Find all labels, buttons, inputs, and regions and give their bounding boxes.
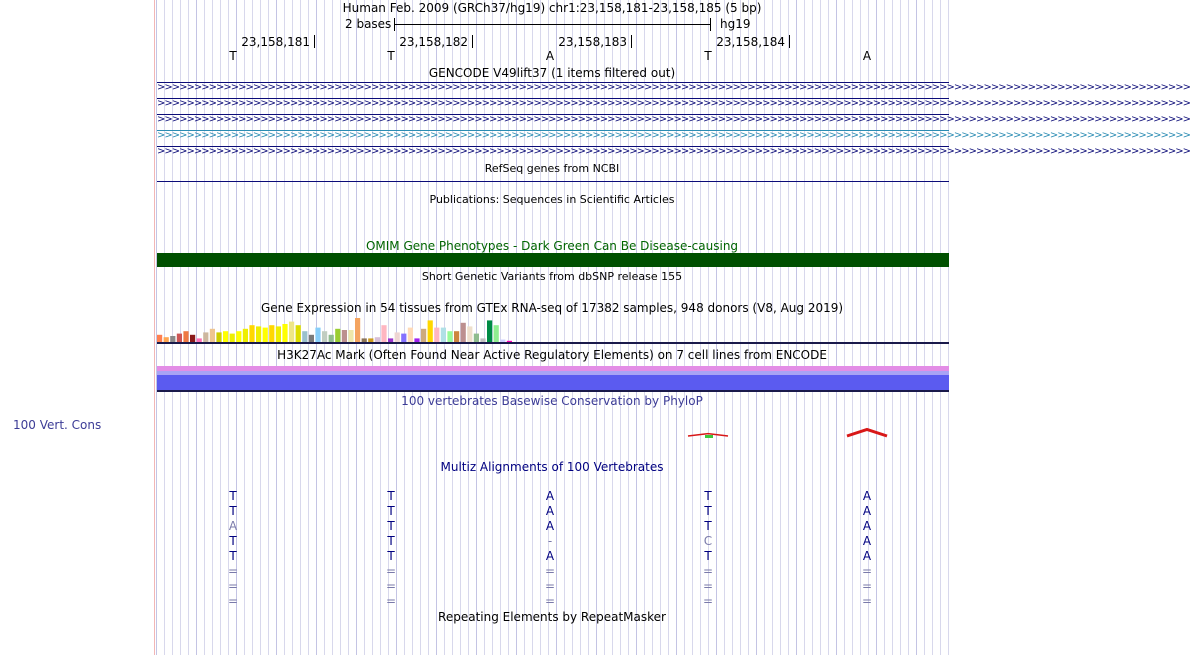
alignment-base: = bbox=[544, 594, 556, 608]
gtex-tissue-bar[interactable] bbox=[362, 338, 367, 342]
phylop-plot[interactable] bbox=[157, 400, 949, 460]
ruler-tick bbox=[789, 35, 790, 48]
gtex-tissue-bar[interactable] bbox=[454, 331, 459, 342]
gencode-transcript[interactable]: >>>>>>>>>>>>>>>>>>>>>>>>>>>>>>>>>>>>>>>>>>>>>>>>>>>>>>>>>>>>>>>>>>>>>>>>>>>>>>>>>>>>>>>>>>>>>>>>>>>>>>>>>>>>>>>>>>>>>>>>>>>>>>>>>>>>>>>>>>>> bbox=[157, 130, 1190, 141]
alignment-base: A bbox=[545, 519, 555, 533]
alignment-base: T bbox=[387, 489, 395, 503]
gtex-tissue-bar[interactable] bbox=[461, 323, 466, 342]
h3k27ac-track-title: H3K27Ac Mark (Often Found Near Active Regulatory Elements) on 7 cell lines from ENCODE bbox=[277, 348, 827, 362]
gtex-tissue-bar[interactable] bbox=[414, 338, 419, 342]
publications-track-title: Publications: Sequences in Scientific Articles bbox=[429, 193, 675, 206]
gtex-tissue-bar[interactable] bbox=[487, 320, 492, 342]
gtex-baseline bbox=[157, 342, 949, 344]
gtex-tissue-bar[interactable] bbox=[322, 331, 327, 342]
alignment-base: = bbox=[861, 564, 873, 578]
reference-base: T bbox=[704, 49, 712, 63]
alignment-base: A bbox=[545, 489, 555, 503]
alignment-base: A bbox=[545, 504, 555, 518]
gtex-tissue-bar[interactable] bbox=[190, 335, 195, 342]
alignment-base: T bbox=[704, 549, 712, 563]
gtex-tissue-bar[interactable] bbox=[157, 335, 162, 342]
gtex-tissue-bar[interactable] bbox=[474, 334, 479, 342]
gtex-tissue-bar[interactable] bbox=[309, 335, 314, 342]
gtex-tissue-bar[interactable] bbox=[269, 325, 274, 342]
gtex-tissue-bar[interactable] bbox=[428, 320, 433, 342]
refseq-gene-line[interactable] bbox=[157, 181, 949, 182]
gtex-tissue-bar[interactable] bbox=[177, 334, 182, 342]
alignment-base: T bbox=[387, 534, 395, 548]
gtex-tissue-bar[interactable] bbox=[249, 325, 254, 342]
gencode-transcript[interactable]: >>>>>>>>>>>>>>>>>>>>>>>>>>>>>>>>>>>>>>>>>>>>>>>>>>>>>>>>>>>>>>>>>>>>>>>>>>>>>>>>>>>>>>>>>>>>>>>>>>>>>>>>>>>>>>>>>>>>>>>>>>>>>>>>>>>>>>>>>>>> bbox=[157, 114, 1190, 125]
gtex-tissue-bar[interactable] bbox=[480, 338, 485, 342]
gtex-tissue-bar[interactable] bbox=[276, 326, 281, 342]
gtex-tissue-bar[interactable] bbox=[263, 328, 268, 342]
alignment-base: = bbox=[861, 594, 873, 608]
gtex-tissue-bar[interactable] bbox=[494, 325, 499, 342]
alignment-base: A bbox=[862, 519, 872, 533]
gencode-transcript[interactable]: >>>>>>>>>>>>>>>>>>>>>>>>>>>>>>>>>>>>>>>>>>>>>>>>>>>>>>>>>>>>>>>>>>>>>>>>>>>>>>>>>>>>>>>>>>>>>>>>>>>>>>>>>>>>>>>>>>>>>>>>>>>>>>>>>>>>>>>>>>>> bbox=[157, 98, 1190, 109]
alignment-base: A bbox=[862, 489, 872, 503]
alignment-base: T bbox=[704, 504, 712, 518]
multiz-track-title: Multiz Alignments of 100 Vertebrates bbox=[440, 460, 664, 474]
gtex-tissue-bar[interactable] bbox=[447, 331, 452, 342]
alignment-base: A bbox=[545, 549, 555, 563]
gtex-tissue-bar[interactable] bbox=[355, 318, 360, 342]
alignment-base: A bbox=[862, 504, 872, 518]
ruler-tick bbox=[472, 35, 473, 48]
alignment-base: T bbox=[387, 519, 395, 533]
alignment-base: = bbox=[544, 579, 556, 593]
gtex-tissue-bar[interactable] bbox=[421, 329, 426, 342]
gtex-tissue-bar[interactable] bbox=[256, 326, 261, 342]
gtex-tissue-bar[interactable] bbox=[315, 328, 320, 342]
gtex-bar-chart[interactable] bbox=[157, 316, 949, 344]
reference-base: A bbox=[545, 49, 555, 63]
alignment-base: = bbox=[385, 564, 397, 578]
alignment-base: T bbox=[704, 519, 712, 533]
alignment-base: A bbox=[228, 519, 238, 533]
phylop-label[interactable]: 100 Vert. Cons bbox=[13, 418, 102, 432]
gencode-transcript[interactable]: >>>>>>>>>>>>>>>>>>>>>>>>>>>>>>>>>>>>>>>>>>>>>>>>>>>>>>>>>>>>>>>>>>>>>>>>>>>>>>>>>>>>>>>>>>>>>>>>>>>>>>>>>>>>>>>>>>>>>>>>>>>>>>>>>>>>>>>>>>>> bbox=[157, 146, 1190, 157]
gtex-tissue-bar[interactable] bbox=[203, 332, 208, 342]
window-position-value: Human Feb. 2009 (GRCh37/hg19) chr1:23,158,181-23,158,185 (5 bp) bbox=[342, 1, 762, 15]
repeatmasker-track-title: Repeating Elements by RepeatMasker bbox=[438, 610, 666, 624]
reference-base: T bbox=[387, 49, 395, 63]
alignment-base: T bbox=[387, 504, 395, 518]
gencode-track-title: GENCODE V49lift37 (1 items filtered out) bbox=[428, 66, 676, 80]
alignment-base: T bbox=[387, 549, 395, 563]
gtex-tissue-bar[interactable] bbox=[236, 331, 241, 342]
gtex-tissue-bar[interactable] bbox=[289, 322, 294, 342]
ruler-position: 23,158,184 bbox=[716, 35, 785, 49]
gtex-tissue-bar[interactable] bbox=[342, 330, 347, 342]
gtex-tissue-bar[interactable] bbox=[230, 334, 235, 342]
gtex-tissue-bar[interactable] bbox=[183, 331, 188, 342]
alignment-base: A bbox=[862, 549, 872, 563]
gtex-tissue-bar[interactable] bbox=[302, 331, 307, 342]
alignment-base: = bbox=[385, 594, 397, 608]
gtex-tissue-bar[interactable] bbox=[395, 332, 400, 342]
gtex-tissue-bar[interactable] bbox=[388, 338, 393, 342]
alignment-base: = bbox=[861, 579, 873, 593]
alignment-base: = bbox=[227, 594, 239, 608]
alignment-base: = bbox=[702, 594, 714, 608]
alignment-base: = bbox=[227, 564, 239, 578]
ruler-position: 23,158,183 bbox=[558, 35, 627, 49]
refseq-track-title: RefSeq genes from NCBI bbox=[484, 162, 620, 175]
gtex-tissue-bar[interactable] bbox=[296, 325, 301, 342]
omim-gene-block[interactable] bbox=[157, 253, 949, 267]
phylop-score-mark[interactable] bbox=[847, 429, 887, 436]
track-label-sidebar bbox=[0, 0, 155, 655]
scale-bar-tick bbox=[710, 18, 711, 31]
alignment-base: A bbox=[862, 534, 872, 548]
alignment-base: T bbox=[229, 534, 237, 548]
gtex-tissue-bar[interactable] bbox=[223, 331, 228, 342]
gtex-tissue-bar[interactable] bbox=[243, 329, 248, 342]
gtex-tissue-bar[interactable] bbox=[197, 338, 202, 342]
gtex-tissue-bar[interactable] bbox=[164, 337, 169, 342]
alignment-base: T bbox=[229, 549, 237, 563]
gtex-tissue-bar[interactable] bbox=[401, 334, 406, 342]
gtex-tissue-bar[interactable] bbox=[368, 338, 373, 342]
scale-bar bbox=[394, 24, 711, 25]
gtex-tissue-bar[interactable] bbox=[507, 341, 512, 342]
reference-base: A bbox=[862, 49, 872, 63]
scale-text: 2 bases bbox=[345, 17, 392, 31]
alignment-base: C bbox=[703, 534, 713, 548]
gtex-tissue-bar[interactable] bbox=[375, 337, 380, 342]
alignment-base: T bbox=[229, 489, 237, 503]
alignment-base: = bbox=[544, 564, 556, 578]
alignment-base: T bbox=[229, 504, 237, 518]
scale-bar-tick bbox=[394, 18, 395, 31]
gtex-tissue-bar[interactable] bbox=[170, 336, 175, 342]
alignment-base: = bbox=[702, 564, 714, 578]
omim-track-title: OMIM Gene Phenotypes - Dark Green Can Be Disease-causing bbox=[365, 239, 739, 253]
alignment-base: = bbox=[385, 579, 397, 593]
gtex-tissue-bar[interactable] bbox=[467, 326, 472, 342]
gtex-tissue-bar[interactable] bbox=[434, 328, 439, 342]
gtex-tissue-bar[interactable] bbox=[500, 340, 505, 342]
gencode-transcript[interactable]: >>>>>>>>>>>>>>>>>>>>>>>>>>>>>>>>>>>>>>>>>>>>>>>>>>>>>>>>>>>>>>>>>>>>>>>>>>>>>>>>>>>>>>>>>>>>>>>>>>>>>>>>>>>>>>>>>>>>>>>>>>>>>>>>>>>>>>>>>>>> bbox=[157, 82, 1190, 93]
ruler-position: 23,158,181 bbox=[241, 35, 310, 49]
phylop-track-title: 100 vertebrates Basewise Conservation by PhyloP bbox=[401, 394, 703, 408]
assembly-label: hg19 bbox=[720, 17, 751, 31]
gtex-tissue-bar[interactable] bbox=[408, 328, 413, 342]
h3k27ac-signal[interactable] bbox=[157, 366, 949, 392]
gtex-tissue-bar[interactable] bbox=[216, 332, 221, 342]
gtex-tissue-bar[interactable] bbox=[329, 335, 334, 342]
gtex-track-title: Gene Expression in 54 tissues from GTEx RNA-seq of 17382 samples, 948 donors (V8, Aug 2019) bbox=[260, 301, 844, 315]
gtex-tissue-bar[interactable] bbox=[441, 328, 446, 342]
alignment-base: T bbox=[704, 489, 712, 503]
reference-base: T bbox=[229, 49, 237, 63]
gtex-tissue-bar[interactable] bbox=[282, 324, 287, 342]
gtex-tissue-bar[interactable] bbox=[210, 329, 215, 342]
gtex-tissue-bar[interactable] bbox=[381, 325, 386, 342]
alignment-base: - bbox=[547, 534, 553, 548]
alignment-base: = bbox=[702, 579, 714, 593]
gtex-tissue-bar[interactable] bbox=[348, 330, 353, 342]
gtex-tissue-bar[interactable] bbox=[335, 329, 340, 342]
alignment-base: = bbox=[227, 579, 239, 593]
ruler-tick bbox=[631, 35, 632, 48]
ruler-position: 23,158,182 bbox=[399, 35, 468, 49]
phylop-score-mark[interactable] bbox=[705, 435, 713, 438]
ruler-tick bbox=[314, 35, 315, 48]
dbsnp-track-title: Short Genetic Variants from dbSNP release 155 bbox=[421, 270, 683, 283]
